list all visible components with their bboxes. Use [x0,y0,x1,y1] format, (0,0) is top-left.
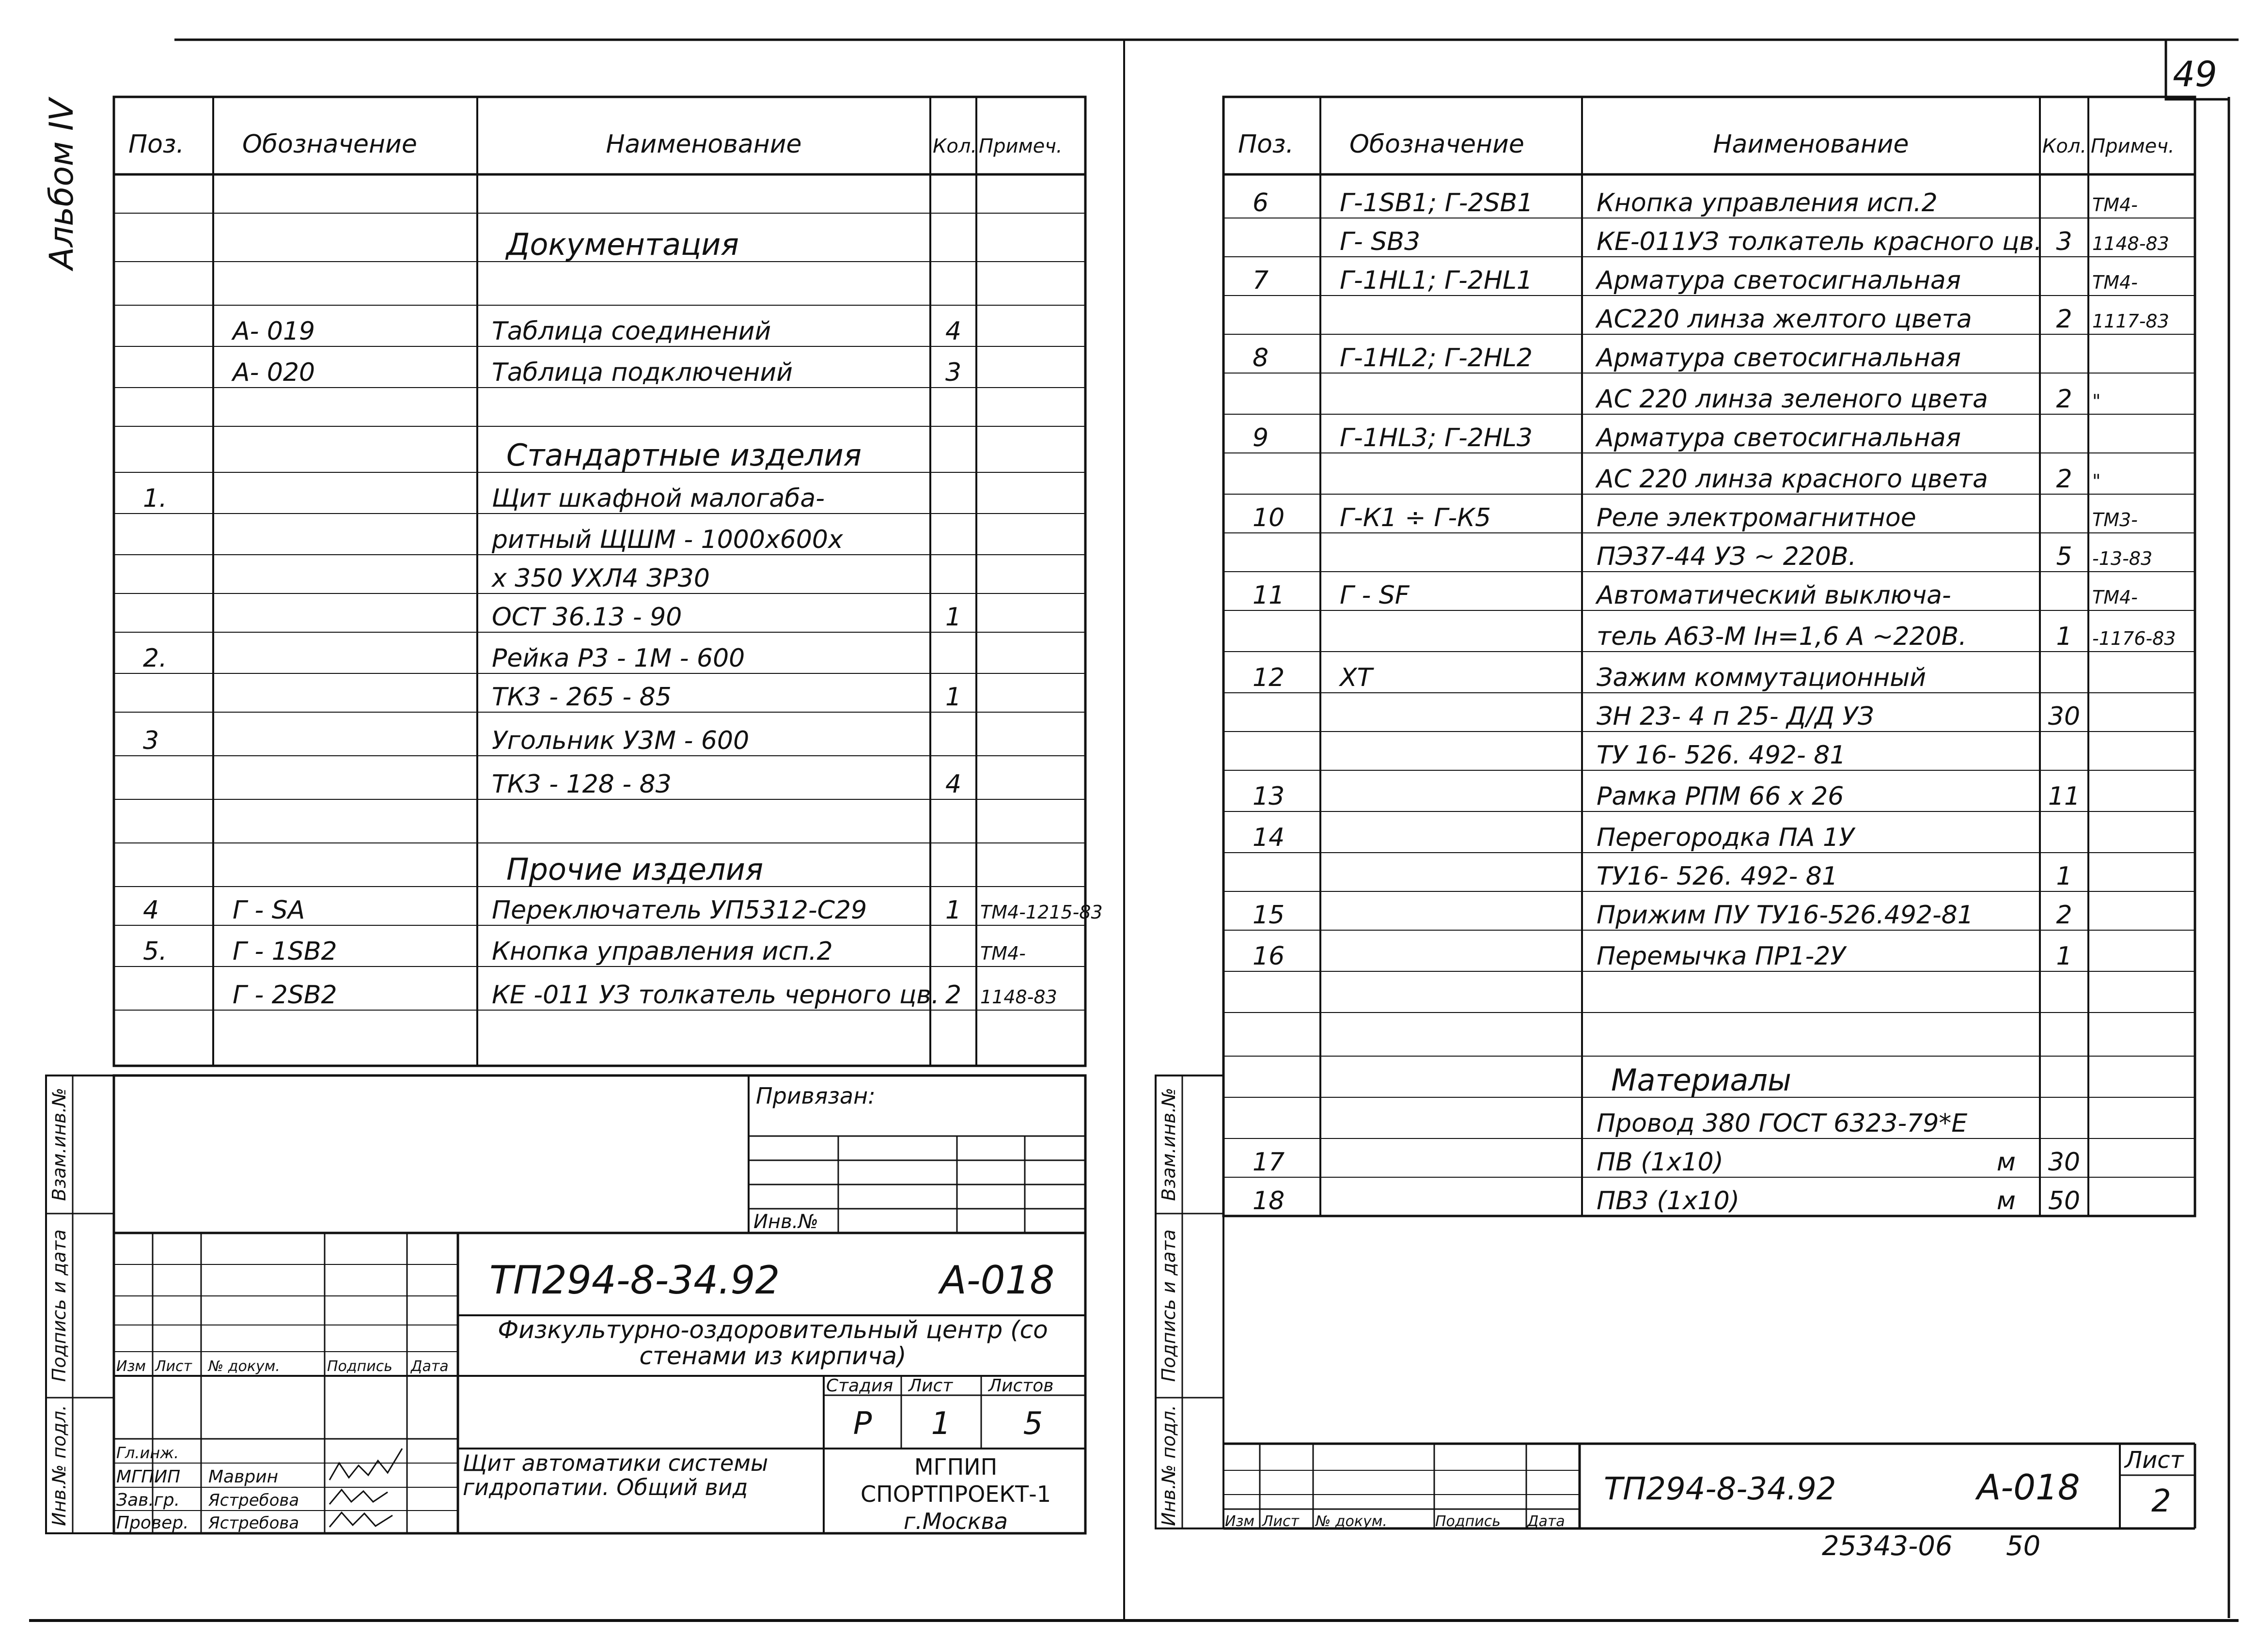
cell-note: ТМ4- [2092,587,2138,608]
cell-qty: 2 [2056,465,2072,494]
signature-2 [329,1490,388,1504]
side-vzam-label: Взам.инв.№ [48,1088,70,1201]
col-izm: Изм [116,1358,146,1375]
cell-name: КЕ -011 УЗ толкатель черного цв. [492,981,940,1010]
cell-note: ТМ4-1215-83 [980,902,1103,923]
cell-code: Г-К1 ÷ Г-К5 [1340,503,1491,532]
signature-3 [329,1512,392,1527]
cell-name: Рейка Р3 - 1М - 600 [492,644,745,673]
left-doc-code: ТП294-8-34.92 [489,1258,780,1303]
table-border [1223,97,2195,1216]
cell-name: АС 220 линза красного цвета [1597,465,1988,494]
header-code: Обозначение [1349,130,1524,159]
cell-name: Рамка РПМ 66 х 26 [1597,782,1844,811]
signature-1 [329,1449,402,1480]
signer-name-3: Ястребова [208,1491,299,1510]
left-title-block [114,1075,1085,1533]
cell-note: ТМ4- [980,943,1026,964]
cell-name: Реле электромагнитное [1597,503,1916,532]
cell-name: Таблица подключений [492,358,793,387]
cell-name: Арматура светосигнальная [1597,343,1961,373]
r-col-ndoc: № докум. [1316,1513,1387,1530]
cell-pos: 18 [1253,1186,1285,1216]
cell-pos: 4 [143,896,159,925]
signer-role-3: Зав.гр. [116,1490,180,1510]
cell-qty: 1 [2056,622,2072,651]
cell-code: Г - 1SВ2 [233,937,337,966]
cell-code: Г-1НL1; Г-2НL1 [1340,266,1533,295]
cell-name: Арматура светосигнальная [1597,423,1961,452]
header-name: Наименование [1713,130,1909,159]
cell-name: х 350 УХЛ4 ЗР30 [492,564,710,593]
cell-code: Г - 2SВ2 [233,981,337,1010]
cell-note: 1148-83 [2092,233,2169,254]
cell-note: -1176-83 [2092,628,2176,649]
cell-code: Г - SF [1340,581,1410,610]
right-spec-table [1223,97,2195,1216]
cell-name: ТУ16- 526. 492- 81 [1597,862,1838,891]
cell-name: ПЭ37-44 УЗ ~ 220В. [1597,542,1857,571]
signer-role-1: Гл.инж. [116,1444,179,1462]
col-list2: Лист [909,1376,953,1396]
cell-pos: 14 [1253,823,1285,852]
header-note: Примеч. [979,135,1063,157]
r-col-data: Дата [1527,1513,1565,1530]
cell-name: АС 220 линза зеленого цвета [1597,385,1988,414]
cell-pos: 2. [143,644,167,673]
cell-name: Провод 380 ГОСТ 6323-79*Е [1597,1109,1968,1138]
header-pos: Поз. [1238,130,1294,159]
left-side-strip [46,1075,114,1533]
cell-qty: 11 [2048,782,2081,811]
list-value: 1 [931,1406,951,1442]
cell-pos: 13 [1253,782,1285,811]
cell-code: ХТ [1340,663,1373,692]
cell-pos: 3 [143,726,159,755]
right-list-label: Лист [2125,1447,2184,1474]
cell-note: " [2092,390,2101,412]
cell-qty: 4 [945,317,962,346]
cell-note: 1148-83 [980,986,1057,1008]
org-city: г.Москва [904,1508,1008,1531]
cell-name: ПВ (1х10) [1597,1148,1723,1177]
cell-name: Перемычка ПР1-2У [1597,942,1846,971]
cell-name: Прочие изделия [506,852,764,887]
side-podpis-label-right: Подпись и дата [1158,1229,1179,1382]
cell-pos: 6 [1253,188,1269,218]
cell-name: КЕ-011УЗ толкатель красного цв. [1597,227,2042,256]
cell-qty: 2 [2056,305,2072,334]
cell-name: Арматура светосигнальная [1597,266,1961,295]
cell-qty: 5 [2056,542,2072,571]
r-col-list: Лист [1262,1513,1300,1530]
cell-qty: 2 [945,981,962,1010]
page-number: 49 [2173,54,2217,94]
header-qty: Кол. [933,135,977,157]
cell-note: ТМ4- [2092,272,2138,293]
cell-pos: 7 [1253,266,1269,295]
cell-name: ЗН 23- 4 п 25- Д/Д УЗ [1597,702,1874,731]
right-title-block [1223,1444,2195,1530]
album-label: Альбом IV [43,98,81,270]
cell-qty: 30 [2048,1148,2081,1177]
cell-note: ТМ3- [2092,509,2138,530]
cell-code: Г-1SВ1; Г-2SВ1 [1340,188,1534,218]
cell-name: Щит шкафной малогаба- [492,484,825,513]
signer-name-4: Ястребова [208,1513,299,1533]
privyazan-label: Привязан: [756,1083,876,1109]
r-col-podpis: Подпись [1435,1513,1501,1530]
cell-note: -13-83 [2092,548,2153,569]
cell-name: Кнопка управления исп.2 [492,937,833,966]
cell-qty: 2 [2056,385,2072,414]
header-qty: Кол. [2042,135,2087,157]
cell-code: Г-1НL2; Г-2НL2 [1340,343,1533,373]
header-name: Наименование [606,130,802,159]
cell-pos: 5. [143,937,167,966]
cell-name: ОСТ 36.13 - 90 [492,603,682,632]
cell-name: Угольник У3М - 600 [492,726,750,755]
cell-name: Стандартные изделия [506,437,862,473]
cell-name: Зажим коммутационный [1597,663,1927,692]
cell-qty: 1 [2056,862,2072,891]
cell-name: ТУ 16- 526. 492- 81 [1597,741,1846,770]
cell-qty: 1 [2056,942,2072,971]
cell-name: Кнопка управления исп.2 [1597,188,1938,218]
cell-name: ТК3 - 265 - 85 [492,683,672,712]
cell-name: Документация [506,227,739,262]
cell-unit: м [1996,1148,2016,1177]
cell-pos: 1. [143,484,167,513]
cell-name: Перегородка ПА 1У [1597,823,1854,852]
col-listov: Листов [988,1376,1054,1396]
signer-role-2: МГПИП [116,1467,181,1487]
right-sheet-code: А-018 [1977,1467,2080,1508]
right-list-number: 2 [2151,1483,2171,1519]
cell-code: А- 019 [233,317,315,346]
cell-qty: 4 [945,770,962,799]
cell-name: ТК3 - 128 - 83 [492,770,672,799]
cell-name: ПВ3 (1х10) [1597,1186,1739,1216]
cell-note: 1117-83 [2092,311,2169,332]
header-code: Обозначение [242,130,417,159]
cell-code: Г- SВ3 [1340,227,1421,256]
right-side-strip [1156,1075,1223,1528]
header-note: Примеч. [2091,135,2175,157]
r-col-izm: Изм [1225,1513,1255,1530]
cell-note: " [2092,470,2101,492]
cell-pos: 12 [1253,663,1285,692]
cell-qty: 1 [945,683,962,712]
cell-name: тель А63-М Iн=1,6 А ~220В. [1597,622,1967,651]
cell-name: Материалы [1611,1062,1791,1098]
bottom-stamp-number: 50 [2006,1530,2041,1562]
listov-value: 5 [1023,1406,1043,1442]
drawing-title: Щит автоматики системы гидропатии. Общий вид [463,1451,768,1500]
signer-name-2: Маврин [208,1467,279,1487]
col-ndoc: № докум. [208,1358,280,1375]
cell-name: ритный ЩШМ - 1000х600х [492,525,843,554]
cell-pos: 8 [1253,343,1269,373]
col-podpis: Подпись [327,1358,392,1375]
cell-unit: м [1996,1186,2016,1216]
left-sheet-code: А-018 [940,1258,1055,1303]
right-doc-code: ТП294-8-34.92 [1604,1471,1836,1507]
inv-no-label: Инв.№ [753,1211,818,1233]
cell-code: А- 020 [233,358,315,387]
header-pos: Поз. [128,130,185,159]
cell-qty: 50 [2048,1186,2081,1216]
col-stadia: Стадия [826,1376,893,1396]
cell-qty: 2 [2056,901,2072,930]
cell-qty: 30 [2048,702,2081,731]
cell-qty: 1 [945,896,962,925]
cell-pos: 15 [1253,901,1285,930]
cell-code: Г - SА [233,896,305,925]
signer-role-4: Провер. [116,1513,189,1533]
cell-name: Автоматический выключа- [1597,581,1951,610]
side-invpodl-label: Инв.№ подл. [48,1404,70,1527]
cell-name: Таблица соединений [492,317,771,346]
stadia-value: Р [853,1406,872,1442]
left-spec-table [114,97,1103,1066]
cell-qty: 1 [945,603,962,632]
cell-note: ТМ4- [2092,194,2138,216]
cell-qty: 3 [945,358,962,387]
side-podpis-label: Подпись и дата [48,1229,70,1382]
org-name: МГПИП СПОРТПРОЕКТ-1 [861,1454,1051,1507]
cell-qty: 3 [2056,227,2072,256]
side-vzam-label-right: Взам.инв.№ [1158,1088,1179,1201]
side-invpodl-label-right: Инв.№ подл. [1158,1404,1179,1527]
cell-pos: 16 [1253,942,1285,971]
cell-name: Переключатель УП5312-С29 [492,896,867,925]
cell-pos: 9 [1253,423,1269,452]
cell-pos: 10 [1253,503,1285,532]
bottom-stamp: 25343-06 [1822,1530,1953,1562]
cell-name: Прижим ПУ ТУ16-526.492-81 [1597,901,1974,930]
col-list: Лист [155,1358,192,1375]
cell-pos: 17 [1253,1148,1285,1177]
cell-pos: 11 [1253,581,1285,610]
project-name: Физкультурно-оздоровительный центр (со стенами из кирпича) [498,1317,1048,1370]
cell-name: АС220 линза желтого цвета [1597,305,1972,334]
cell-code: Г-1НL3; Г-2НL3 [1340,423,1533,452]
col-data: Дата [411,1358,449,1375]
